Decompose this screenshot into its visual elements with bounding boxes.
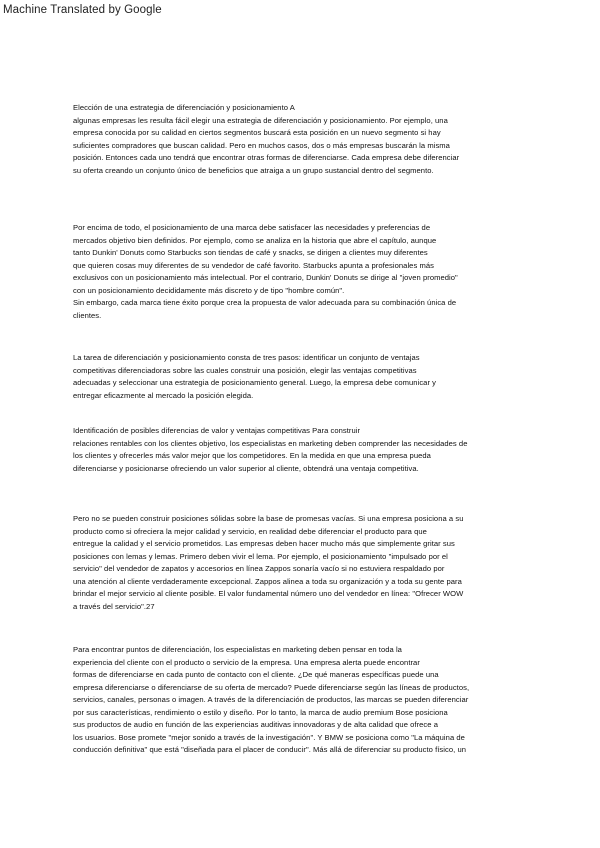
paragraph-2	[73, 222, 523, 322]
text-line: una atención al cliente verdaderamente excepcional. Zappos alinea a toda su organización y a toda su gente para	[73, 576, 462, 586]
paragraph-4	[73, 425, 523, 475]
text-line: por sus características, rendimiento o estilo y diseño. Por lo tanto, la marca de audio premium Bose posiciona	[73, 707, 448, 717]
text-line: producto como si ofreciera la mejor calidad y servicio, en realidad debe diferenciar el producto para que	[73, 526, 427, 536]
text-line: Identificación de posibles diferencias de valor y ventajas competitivas Para construir	[73, 426, 361, 435]
text-line: Por encima de todo, el posicionamiento de una marca debe satisfacer las necesidades y preferencias de	[73, 223, 431, 232]
text-line: empresa diferenciarse o diferenciarse de su oferta de mercado? Puede diferenciarse según las líneas de productos,	[73, 682, 470, 692]
text-line: mercados objetivo bien definidos. Por ejemplo, como se analiza en la historia que abre el capítulo, aunque	[73, 235, 437, 245]
text-line: diferenciarse y posicionarse ofreciendo un valor superior al cliente, obtendrá una ventaja competitiva.	[73, 463, 419, 473]
text-line: entregue la calidad y el servicio prometidos. Las empresas deben hacer mucho más que simplemente gritar sus	[73, 539, 455, 548]
text-line: con un posicionamiento decididamente más discreto y de tipo "hombre común".	[73, 285, 345, 295]
text-line: conducción definitiva" que está "diseñada para el placer de conducir". Más allá de diferenciar su producto físico, un	[73, 745, 467, 754]
text-line: relaciones rentables con los clientes objetivo, los especialistas en marketing deben comprender las necesidades de	[73, 438, 468, 448]
text-line: servicios, canales, personas o imagen. A través de la diferenciación de productos, las marcas se pueden diferenciar	[73, 695, 469, 704]
text-line: formas de diferenciarse en cada punto de contacto con el cliente. ¿De qué maneras específicas puede una	[73, 670, 439, 679]
paragraph-6	[73, 644, 523, 757]
text-line: Pero no se pueden construir posiciones sólidas sobre la base de promesas vacías. Si una empresa posiciona a su	[73, 514, 464, 523]
machine-translated-header: Machine Translated by Google	[3, 4, 162, 16]
text-line: su oferta creando un conjunto único de beneficios que atraiga a un grupo sustancial dentro del segmento.	[73, 165, 434, 175]
text-line: a través del servicio".27	[73, 601, 155, 611]
text-line: servicio" del vendedor de zapatos y accesorios en línea Zappos sonaría vacío si no estuviera respaldado por	[73, 564, 445, 573]
text-line: los clientes y ofrecerles más valor mejor que los competidores. En la medida en que una empresa pueda	[73, 451, 431, 460]
text-line: brindar el mejor servicio al cliente posible. El valor fundamental número uno del vendedor en línea: "Ofrecer WOW	[73, 589, 464, 598]
paragraph-1	[73, 102, 523, 177]
text-line: algunas empresas les resulta fácil elegir una estrategia de diferenciación y posicionamiento. Por ejemplo, una	[73, 115, 448, 125]
text-line: que quieren cosas muy diferentes de su vendedor de café favorito. Starbucks apunta a profesionales más	[73, 260, 434, 270]
text-line: posición. Entonces cada uno tendrá que encontrar otras formas de diferenciarse. Cada empresa debe diferenciar	[73, 153, 460, 162]
text-line: Sin embargo, cada marca tiene éxito porque crea la propuesta de valor adecuada para su combinación única de	[73, 298, 457, 307]
text-line: Para encontrar puntos de diferenciación, los especialistas en marketing deben pensar en toda la	[73, 645, 402, 654]
paragraph-5	[73, 513, 523, 613]
text-line: sus productos de audio en función de las experiencias auditivas innovadoras y de alta calidad que ofrece a	[73, 720, 438, 729]
text-line: los usuarios. Bose promete "mejor sonido a través de la investigación". Y BMW se posiciona como "La máquina de	[73, 732, 465, 742]
text-line: experiencia del cliente con el producto o servicio de la empresa. Una empresa alerta puede encontrar	[73, 657, 420, 667]
paragraph-3	[73, 352, 523, 402]
text-line: competitivas diferenciadoras sobre las cuales construir una posición, elegir las ventajas competitivas	[73, 365, 417, 375]
text-line: La tarea de diferenciación y posicionamiento consta de tres pasos: identificar un conjunto de ventajas	[73, 353, 420, 362]
text-line: exclusivos con un posicionamiento más intelectual. Por el contrario, Dunkin' Donuts se dirige al "joven promedio"	[73, 273, 458, 282]
text-line: clientes.	[73, 310, 102, 320]
text-line: tanto Dunkin' Donuts como Starbucks son tiendas de café y snacks, se dirigen a clientes muy diferentes	[73, 248, 428, 257]
text-line: entregar eficazmente al mercado la posición elegida.	[73, 390, 254, 400]
text-line: adecuadas y seleccionar una estrategia de posicionamiento general. Luego, la empresa debe comunicar y	[73, 378, 437, 387]
text-line: empresa conocida por su calidad en ciertos segmentos buscará esta posición en un nuevo segmento si hay	[73, 128, 441, 137]
text-line: Elección de una estrategia de diferenciación y posicionamiento A	[73, 103, 295, 112]
text-line: suficientes compradores que buscan calidad. Pero en muchos casos, dos o más empresas buscarán la misma	[73, 140, 450, 150]
text-line: posiciones con lemas y lemas. Primero deben vivir el lema. Por ejemplo, el posicionamiento "impulsado por el	[73, 551, 448, 561]
